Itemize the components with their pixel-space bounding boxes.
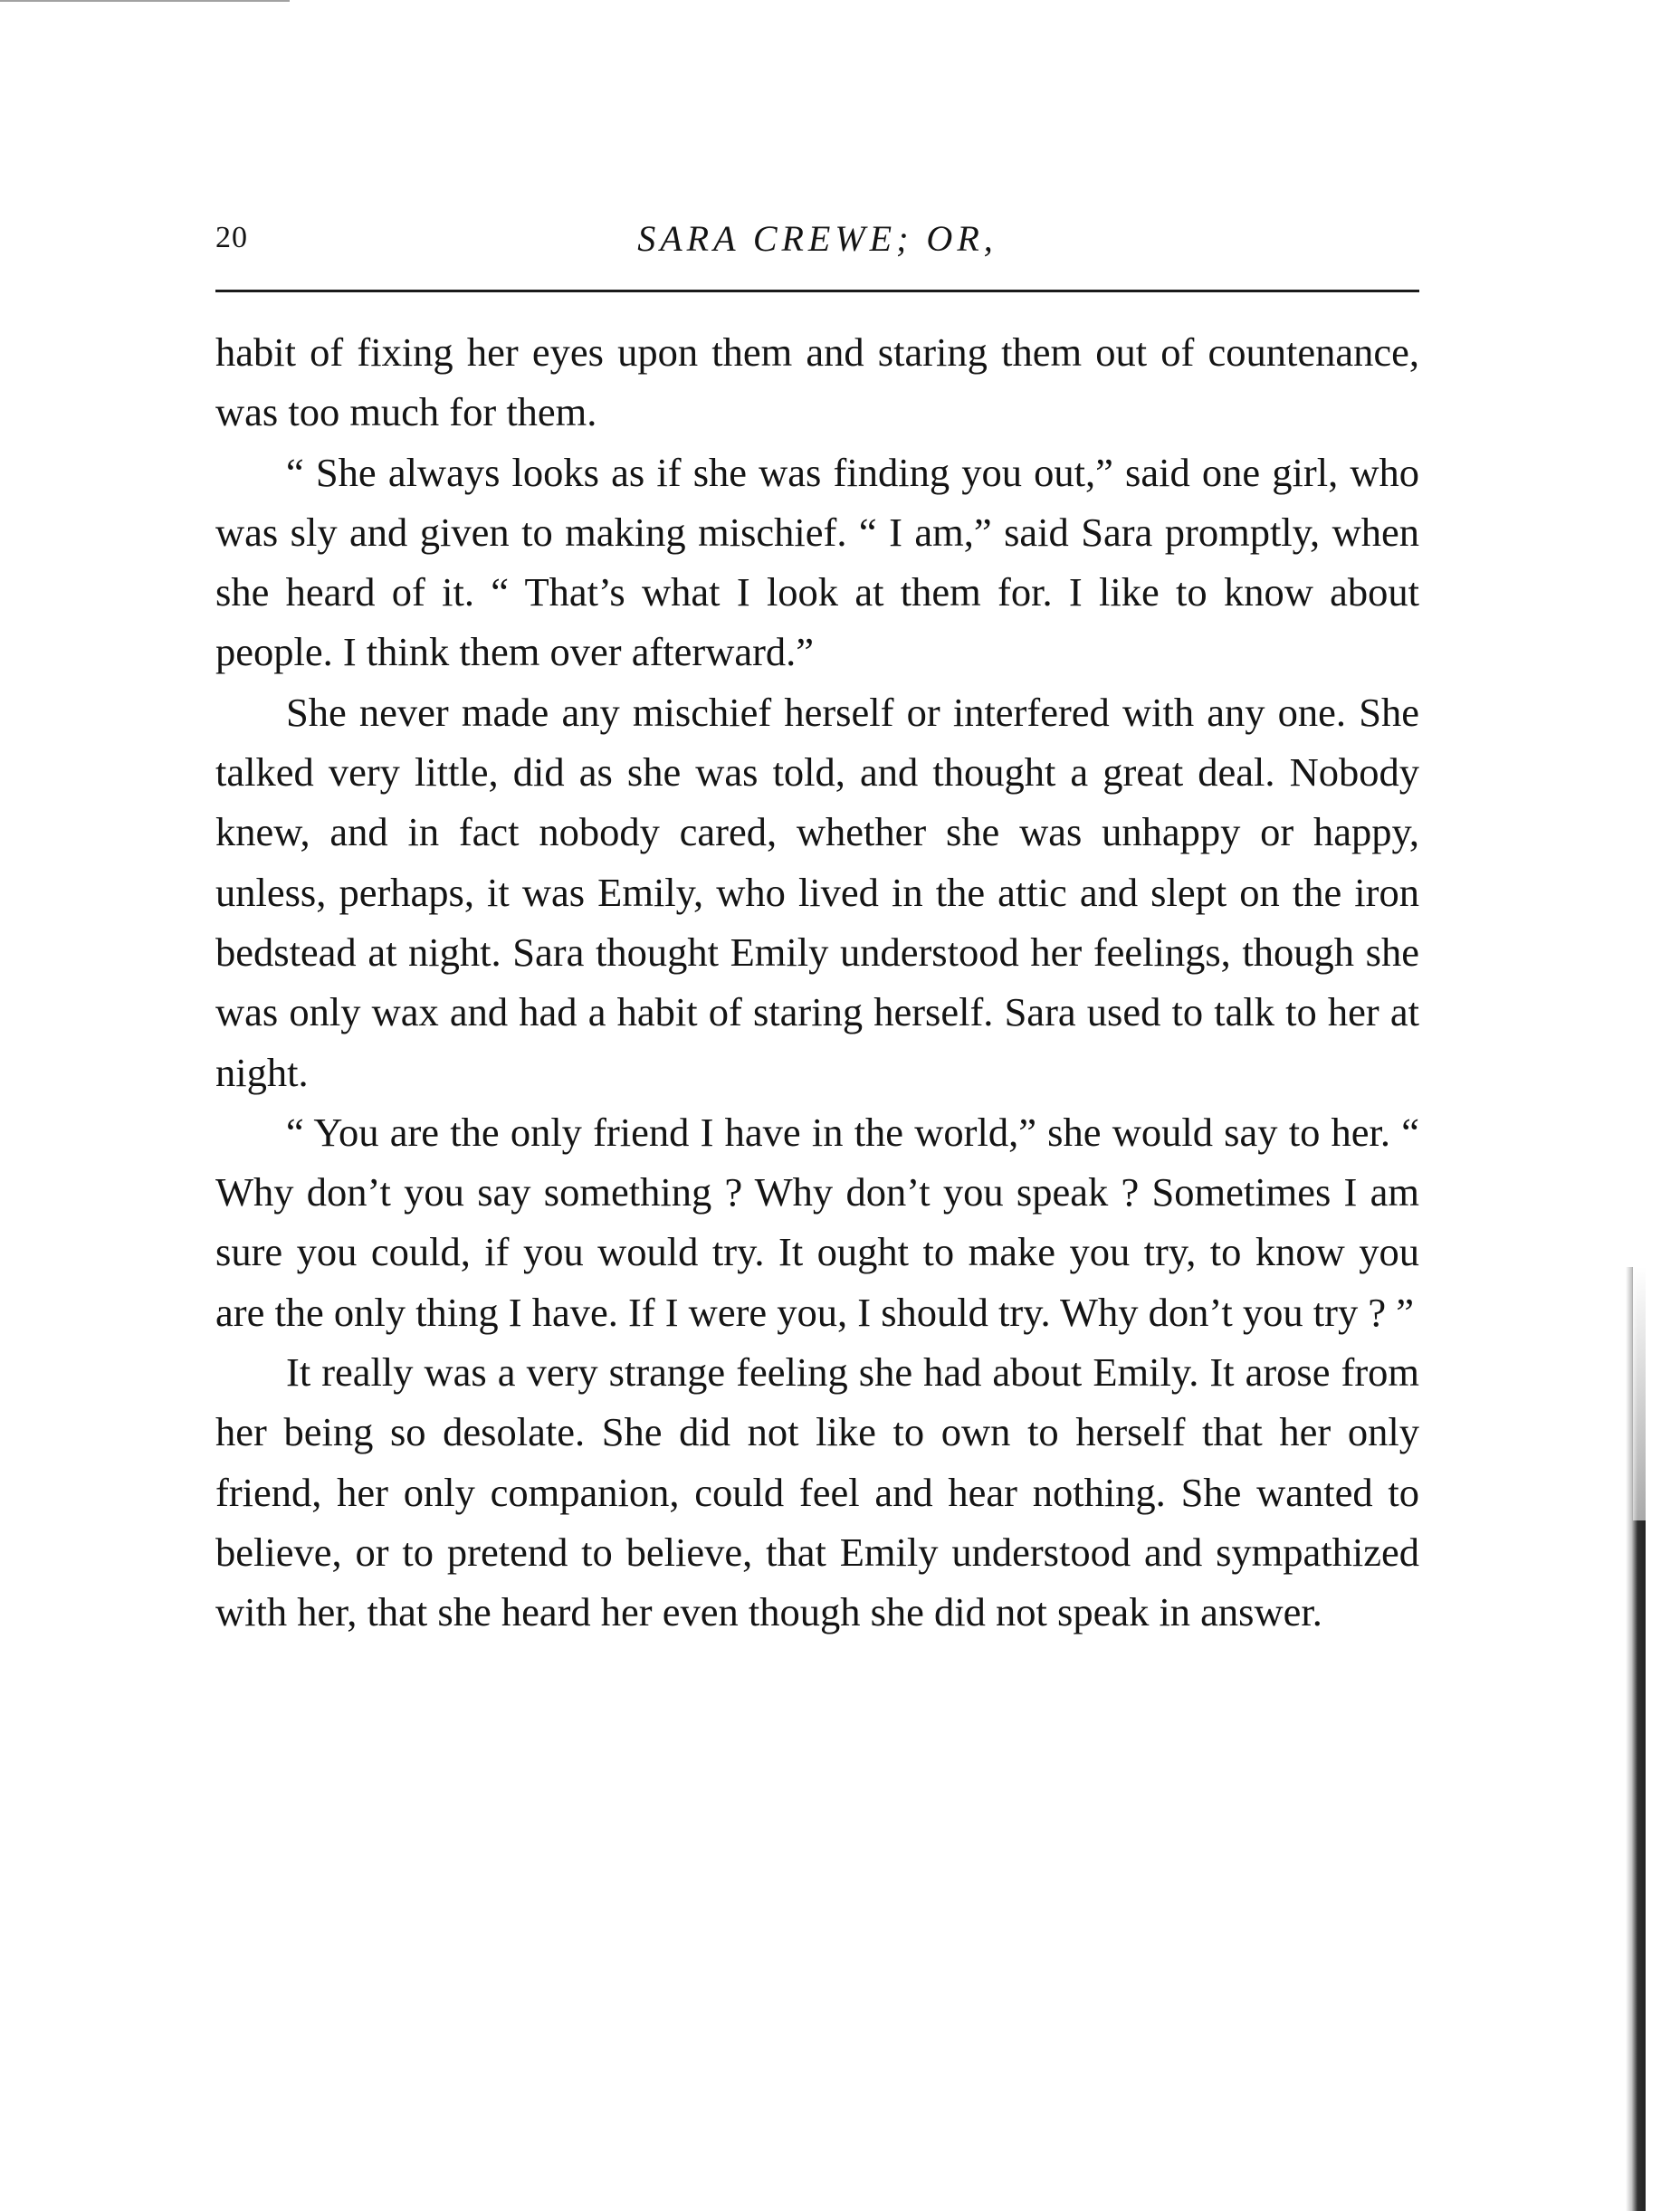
scan-page-edge-fade [1633,1267,1646,1520]
scan-artifact-top-left [0,0,290,7]
header-rule [215,290,1419,292]
page-header [215,218,1419,275]
paragraph: She never made any mischief herself or interfered with any one. She talked very little, did as she was told, and thought a great deal. Nobody knew, and in fact nobody cared, whether she was unhappy or happy, unless, perhaps, it was Emily, who lived in the attic and slept on the iron bedstead at night. Sara thought Emily understood her feelings, though she was only wax and had a habit of staring herself. Sara used to talk to her at night. [215,689,1419,1095]
paragraph: “ She always looks as if she was finding you out,” said one girl, who was sly and given to making mischief. “ I am,” said Sara promptly, when she heard of it. “ That’s what I look at them for. I like to know about people. I think them over afterward.” [215,449,1419,675]
paragraph-continued: habit of fixing her eyes upon them and staring them out of countenance, was too much for them. [215,329,1419,435]
paragraph: “ You are the only friend I have in the world,” she would say to her. “ Why don’t you say something ? Why don’t you speak ? Sometimes I am sure you could, if you would try. It ought to make you try, to know you are the only thing I have. If I were you, I should try. Why don’t you try ? ” [215,1109,1419,1335]
running-head: SARA CREWE; OR, [637,218,998,259]
body-text [215,322,1419,1643]
paragraph: It really was a very strange feeling she had about Emily. It arose from her being so desolate. She did not like to own to herself that her only friend, her only companion, could feel and hear nothing. She wanted to believe, or to pretend to believe, that Emily understood and sympathized with her, that she heard her even though she did not speak in answer. [215,1349,1419,1635]
page-number: 20 [215,221,248,254]
